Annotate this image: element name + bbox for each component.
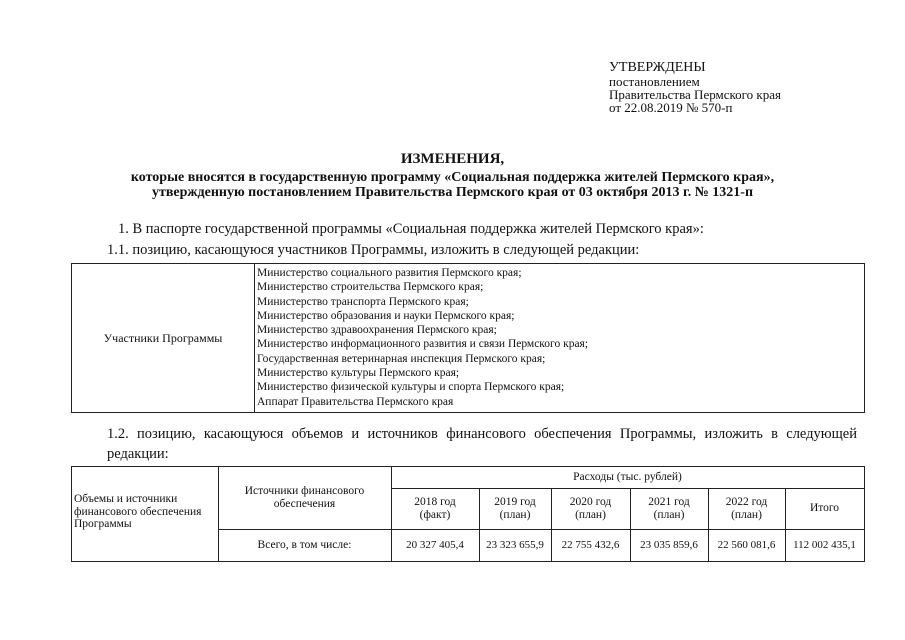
list-item: Государственная ветеринарная инспекция Пермского края; <box>257 352 546 365</box>
list-item: Министерство культуры Пермского края; <box>257 367 460 380</box>
column-year: 2018 год <box>414 495 456 508</box>
expenses-header: Расходы (тыс. рублей) <box>573 471 682 483</box>
list-item: Министерство здравоохранения Пермского края; <box>257 324 497 337</box>
table-cell: 23 035 859,6 <box>640 538 698 551</box>
table-cell: 22 560 081,6 <box>717 538 776 551</box>
sources-header: Источники финансового обеспечения <box>244 485 365 510</box>
document-subtitle-line: которые вносятся в государственную программу «Социальная поддержка жителей Пермского края», <box>130 170 775 185</box>
column-kind: (факт) <box>419 508 451 521</box>
finance-label: Объемы и источники финансового обеспечения Программы <box>74 493 202 530</box>
list-item: Министерство физической культуры и спорта Пермского края; <box>257 381 565 394</box>
list-item: Министерство социального развития Пермского края; <box>257 267 522 279</box>
column-kind: (план) <box>499 508 531 521</box>
list-item: Министерство транспорта Пермского края; <box>257 295 469 308</box>
participants-list <box>257 266 857 409</box>
approval-line: постановлением <box>609 74 700 89</box>
column-header <box>391 488 479 529</box>
column-header <box>551 488 630 529</box>
table-cell: 20 327 405,4 <box>406 538 464 551</box>
column-kind: (план) <box>575 508 606 521</box>
list-item: Министерство строительства Пермского края; <box>257 281 484 294</box>
list-item: Министерство информационного развития и связи Пермского края; <box>257 338 589 351</box>
participants-label: Участники Программы <box>72 264 255 412</box>
table-cell: 23 323 655,9 <box>486 538 544 551</box>
approval-block <box>609 60 869 114</box>
row-label: Всего, в том числе: <box>257 538 352 551</box>
document-subtitle-line: утвержденную постановлением Правительства Пермского края от 03 октября 2013 г. № 1321-п <box>151 185 754 200</box>
paragraph-1-1: 1.1. позицию, касающуюся участников Программы, изложить в следующей редакции: <box>107 242 640 258</box>
total-header: Итого <box>809 502 840 514</box>
column-header <box>630 488 708 529</box>
column-year: 2020 год <box>569 495 612 508</box>
column-kind: (план) <box>653 508 685 521</box>
approval-line: Правительства Пермского края <box>609 87 781 102</box>
column-year: 2021 год <box>648 495 690 508</box>
document-title: ИЗМЕНЕНИЯ, <box>400 151 505 167</box>
column-year: 2022 год <box>725 495 768 508</box>
paragraph-1: 1. В паспорте государственной программы «Социальная поддержка жителей Пермского края»: <box>118 221 704 237</box>
table-cell: 22 755 432,6 <box>561 538 620 551</box>
paragraph-1-2: 1.2. позицию, касающуюся объемов и источников финансового обеспечения Программы, изложить в следующей редакции: <box>107 426 857 462</box>
column-year: 2019 год <box>494 495 536 508</box>
column-kind: (план) <box>731 508 762 521</box>
approval-line: от 22.08.2019 № 570-п <box>609 100 733 115</box>
approval-head: УТВЕРЖДЕНЫ <box>609 60 706 75</box>
participants-table <box>71 263 865 413</box>
finance-table <box>71 466 865 562</box>
table-cell: 112 002 435,1 <box>793 538 856 551</box>
column-header <box>479 488 551 529</box>
list-item: Аппарат Правительства Пермского края <box>257 395 454 408</box>
column-header <box>708 488 785 529</box>
list-item: Министерство образования и науки Пермского края; <box>257 309 515 322</box>
